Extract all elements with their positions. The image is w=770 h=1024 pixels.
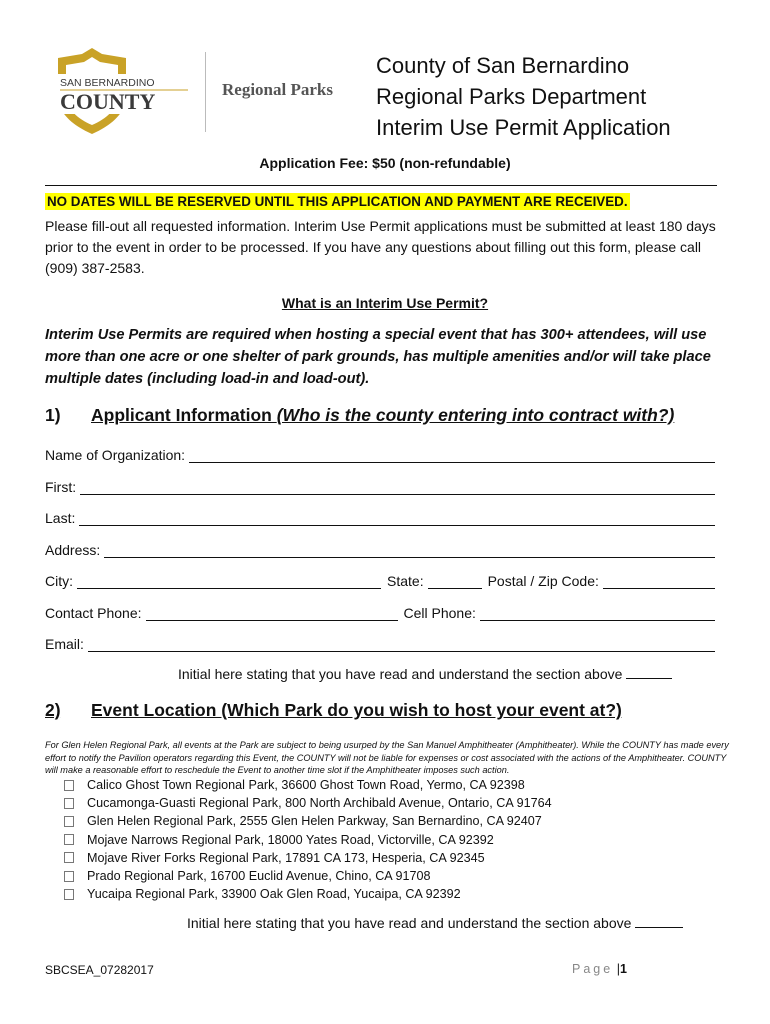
park-label: Glen Helen Regional Park, 2555 Glen Helen Parkway, San Bernardino, CA 92407: [87, 814, 542, 829]
park-option[interactable]: [64, 812, 552, 830]
regional-parks-label: Regional Parks: [222, 80, 333, 99]
checkbox[interactable]: [64, 816, 74, 827]
glen-helen-note: For Glen Helen Regional Park, all events at the Park are subject to being usurped by the San Manuel Amphitheater (Amphitheater). While the COUNTY has made every effort to notify the Pavilion operators regarding this Event, the COUNTY will not be liable for expenses or cost associated with the actions of the Amphitheater. COUNTY will make a reasonable effort to reschedule the Event to another time slot if the Amphitheater imposes such action.: [45, 740, 729, 775]
phone-row: [45, 601, 715, 621]
title-line-1: County of San Bernardino: [376, 53, 630, 78]
park-label: Prado Regional Park, 16700 Euclid Avenue, Chino, CA 91708: [87, 869, 431, 884]
state-label: State:: [387, 573, 424, 589]
checkbox[interactable]: [64, 798, 74, 809]
checkbox[interactable]: [64, 780, 74, 791]
park-option[interactable]: [64, 867, 552, 885]
park-option[interactable]: [64, 885, 552, 903]
section-2-initial-text: Initial here stating that you have read and understand the section above: [187, 915, 632, 931]
section-1-initial-text: Initial here stating that you have read and understand the section above: [178, 666, 623, 682]
checkbox[interactable]: [64, 834, 74, 845]
section-1-title-italic: (Who is the county entering into contract with?): [276, 405, 675, 425]
park-option[interactable]: [64, 776, 552, 794]
horizontal-rule: [45, 185, 717, 186]
organization-field[interactable]: [189, 448, 715, 463]
page-separator: |: [616, 962, 620, 976]
organization-row: [45, 443, 715, 463]
email-label: Email:: [45, 636, 84, 652]
first-name-label: First:: [45, 479, 77, 495]
park-list: [64, 776, 552, 903]
page-num: 1: [619, 962, 627, 976]
requirement-paragraph: Interim Use Permits are required when hosting a special event that has 300+ attendees, will use more than one acre or one shelter of park grounds, has multiple amenities and/or will take place multiple dates (including load-in and load-out).: [45, 327, 711, 387]
park-label: Cucamonga-Guasti Regional Park, 800 North Archibald Avenue, Ontario, CA 91764: [87, 796, 552, 811]
address-label: Address:: [45, 542, 101, 558]
section-1-heading: [45, 405, 674, 426]
checkbox[interactable]: [64, 889, 74, 900]
address-field[interactable]: [104, 543, 715, 558]
section-1-initial-field[interactable]: [626, 666, 672, 679]
city-field[interactable]: [77, 574, 381, 589]
contact-phone-field[interactable]: [146, 606, 398, 621]
city-state-zip-row: [45, 569, 715, 589]
last-name-label: Last:: [45, 510, 76, 526]
logo-text-bottom: COUNTY: [60, 89, 156, 114]
section-1-number: 1): [45, 405, 61, 425]
park-label: Mojave Narrows Regional Park, 18000 Yates Road, Victorville, CA 92392: [87, 832, 494, 847]
section-1-initial: [178, 666, 672, 682]
logo-text-top: SAN BERNARDINO: [60, 77, 155, 89]
email-row: [45, 632, 715, 652]
cell-phone-label: Cell Phone:: [403, 605, 476, 621]
checkbox[interactable]: [64, 852, 74, 863]
intro-paragraph: Please fill-out all requested information. Interim Use Permit applications must be submitted at least 180 days prior to the event in order to be processed. If you have any questions about filling out this form, please call (909) 387-2583.: [45, 218, 716, 276]
county-logo: [52, 48, 197, 134]
address-row: [45, 538, 715, 558]
park-label: Mojave River Forks Regional Park, 17891 CA 173, Hesperia, CA 92345: [87, 850, 485, 865]
warning-notice: NO DATES WILL BE RESERVED UNTIL THIS APPLICATION AND PAYMENT ARE RECEIVED.: [47, 194, 628, 209]
page-title: [376, 50, 671, 143]
section-2-initial-field[interactable]: [635, 915, 683, 928]
document-code: SBCSEA_07282017: [45, 963, 154, 977]
park-option[interactable]: [64, 831, 552, 849]
park-label: Calico Ghost Town Regional Park, 36600 Ghost Town Road, Yermo, CA 92398: [87, 778, 525, 793]
last-name-field[interactable]: [79, 511, 715, 526]
park-label: Yucaipa Regional Park, 33900 Oak Glen Road, Yucaipa, CA 92392: [87, 887, 461, 902]
page-number: [572, 962, 627, 976]
section-2-title: Event Location (Which Park do you wish to host your event at?): [91, 700, 622, 720]
title-line-3: Interim Use Permit Application: [376, 115, 671, 140]
header-divider: [205, 52, 206, 132]
cell-phone-field[interactable]: [480, 606, 715, 621]
title-line-2: Regional Parks Department: [376, 84, 647, 109]
section-2-heading: [45, 700, 622, 721]
state-field[interactable]: [428, 574, 482, 589]
contact-phone-label: Contact Phone:: [45, 605, 142, 621]
section-1-title-text: Applicant Information: [91, 405, 277, 425]
first-name-field[interactable]: [80, 480, 715, 495]
application-fee: Application Fee: $50 (non-refundable): [259, 155, 511, 171]
park-option[interactable]: [64, 794, 552, 812]
section-1-title: [91, 405, 674, 425]
last-name-row: [45, 506, 715, 526]
park-option[interactable]: [64, 849, 552, 867]
what-is-heading: What is an Interim Use Permit?: [281, 295, 489, 311]
organization-label: Name of Organization:: [45, 447, 186, 463]
zip-field[interactable]: [603, 574, 715, 589]
first-name-row: [45, 475, 715, 495]
section-2-number: 2): [45, 700, 61, 720]
zip-label: Postal / Zip Code:: [487, 573, 599, 589]
checkbox[interactable]: [64, 871, 74, 882]
page-label: Page: [572, 962, 614, 976]
city-label: City:: [45, 573, 73, 589]
section-2-initial: [187, 915, 683, 931]
email-field[interactable]: [88, 637, 715, 652]
